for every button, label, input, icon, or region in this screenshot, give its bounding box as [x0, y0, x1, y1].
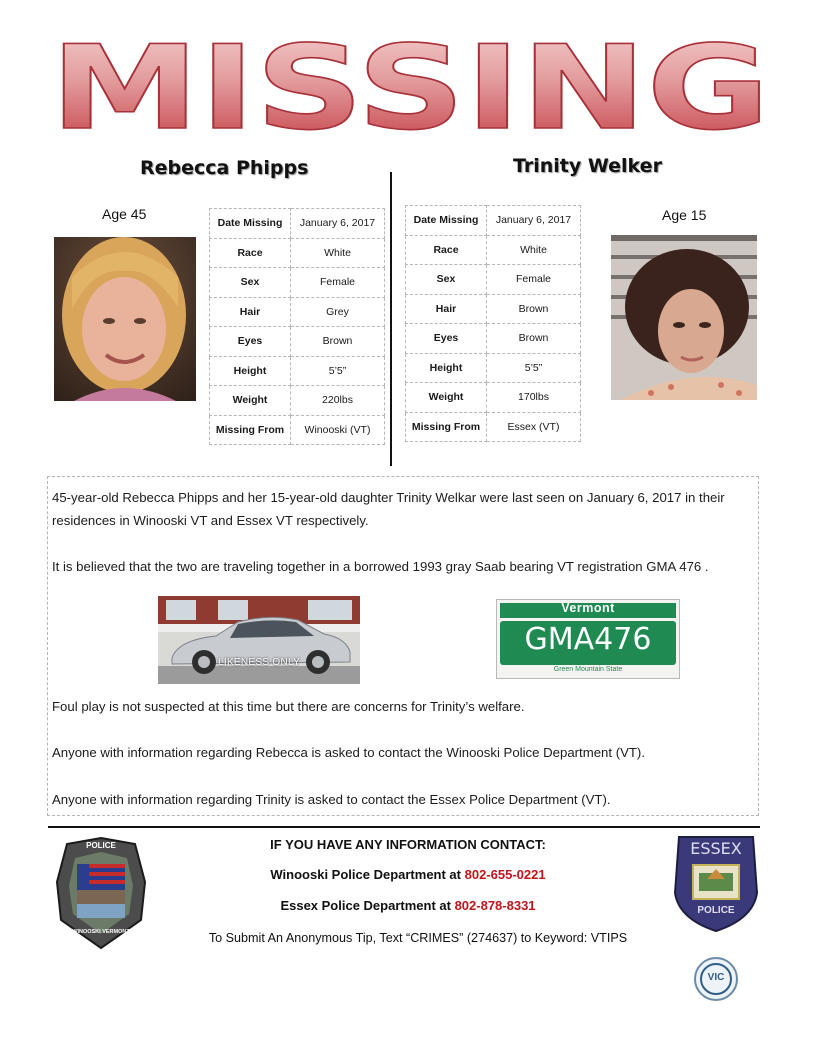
detail-value: January 6, 2017: [291, 209, 385, 239]
detail-label: Weight: [210, 386, 291, 416]
table-row: [406, 206, 581, 236]
winooski-contact-label: Winooski Police Department at: [270, 867, 465, 882]
trinity-details-table: [405, 205, 581, 442]
table-row: [210, 386, 385, 416]
table-row: [406, 324, 581, 354]
left-person-name: Rebecca Phipps: [140, 157, 309, 179]
table-row: [406, 383, 581, 413]
essex-badge-bottom-text: POLICE: [697, 905, 735, 916]
detail-label: Hair: [210, 297, 291, 327]
table-row: [210, 268, 385, 298]
detail-value: Grey: [291, 297, 385, 327]
detail-label: Height: [406, 353, 487, 383]
rebecca-details-table: [209, 208, 385, 445]
detail-label: Sex: [406, 265, 487, 295]
detail-label: Date Missing: [210, 209, 291, 239]
essex-police-badge: [673, 833, 759, 933]
detail-label: Hair: [406, 294, 487, 324]
narrative-paragraph-1: 45-year-old Rebecca Phipps and her 15-year-old daughter Trinity Welkar were last seen on January 6, 2017 in their residences in Winooski VT and Essex VT respectively.: [52, 490, 725, 528]
table-row: [406, 412, 581, 442]
column-divider: [390, 172, 392, 466]
detail-value: 220lbs: [291, 386, 385, 416]
detail-label: Date Missing: [406, 206, 487, 236]
detail-label: Race: [406, 235, 487, 265]
contact-heading: IF YOU HAVE ANY INFORMATION CONTACT:: [270, 837, 546, 852]
detail-value: Brown: [487, 324, 581, 354]
table-row: [210, 297, 385, 327]
essex-contact-label: Essex Police Department at: [280, 898, 455, 913]
trinity-welker-photo: [611, 235, 757, 400]
detail-label: Weight: [406, 383, 487, 413]
detail-value: Essex (VT): [487, 412, 581, 442]
table-row: [210, 327, 385, 357]
vermont-license-plate: [496, 599, 680, 679]
likeness-caption: LIKENESS ONLY: [218, 657, 301, 668]
detail-label: Missing From: [210, 415, 291, 445]
plate-state: Vermont: [561, 601, 615, 615]
table-row: [406, 235, 581, 265]
table-row: [406, 294, 581, 324]
car-likeness-image: [158, 596, 360, 684]
vic-logo: [694, 957, 738, 1001]
detail-label: Eyes: [406, 324, 487, 354]
narrative-paragraph-5: Anyone with information regarding Trinity is asked to contact the Essex Police Department (VT).: [52, 792, 611, 807]
section-divider: [48, 826, 760, 828]
detail-value: Brown: [487, 294, 581, 324]
right-person-age: Age 15: [662, 207, 707, 223]
rebecca-phipps-photo: [54, 237, 196, 401]
narrative-paragraph-4: Anyone with information regarding Rebecca is asked to contact the Winooski Police Department (VT).: [52, 745, 645, 760]
table-row: [210, 356, 385, 386]
detail-value: Winooski (VT): [291, 415, 385, 445]
plate-number: GMA476: [524, 622, 652, 657]
winooski-badge-top-text: POLICE: [86, 841, 116, 850]
narrative-paragraph-2: It is believed that the two are traveling together in a borrowed 1993 gray Saab bearing VT registration GMA 476 .: [52, 559, 709, 574]
detail-value: White: [487, 235, 581, 265]
detail-value: January 6, 2017: [487, 206, 581, 236]
plate-motto: Green Mountain State: [553, 666, 623, 673]
table-row: [406, 353, 581, 383]
anonymous-tip-text: To Submit An Anonymous Tip, Text “CRIMES” (274637) to Keyword: VTIPS: [208, 931, 628, 945]
detail-label: Sex: [210, 268, 291, 298]
detail-label: Height: [210, 356, 291, 386]
detail-value: 170lbs: [487, 383, 581, 413]
detail-value: 5’5”: [291, 356, 385, 386]
table-row: [210, 415, 385, 445]
right-person-name: Trinity Welker: [513, 155, 662, 177]
detail-value: 5’5”: [487, 353, 581, 383]
left-person-age: Age 45: [102, 206, 147, 222]
table-row: [210, 209, 385, 239]
essex-phone: 802-878-8331: [454, 898, 536, 913]
vic-logo-text: VIC: [707, 972, 725, 983]
essex-badge-top-text: ESSEX: [690, 839, 742, 858]
detail-label: Eyes: [210, 327, 291, 357]
svg-text:MISSING: MISSING: [50, 21, 770, 140]
winooski-badge-bottom-text: WINOOSKI VERMONT: [72, 929, 130, 935]
detail-label: Race: [210, 238, 291, 268]
winooski-phone: 802-655-0221: [464, 867, 546, 882]
detail-label: Missing From: [406, 412, 487, 442]
detail-value: Brown: [291, 327, 385, 357]
detail-value: Female: [487, 265, 581, 295]
narrative-paragraph-3: Foul play is not suspected at this time but there are concerns for Trinity’s welfare.: [52, 699, 525, 714]
missing-title: [40, 20, 780, 140]
table-row: [406, 265, 581, 295]
detail-value: Female: [291, 268, 385, 298]
detail-value: White: [291, 238, 385, 268]
table-row: [210, 238, 385, 268]
